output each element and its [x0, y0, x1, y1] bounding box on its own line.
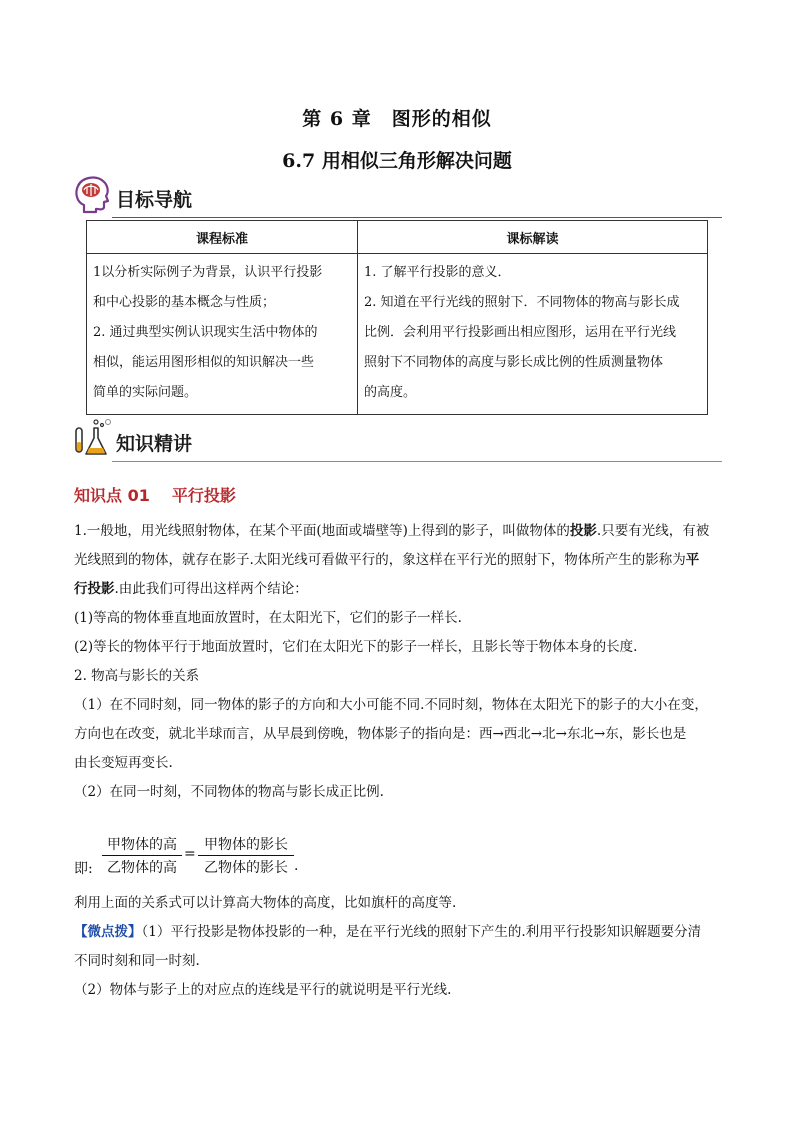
knowledge-point-heading: [74, 483, 236, 506]
formula-right-fraction: [198, 834, 294, 877]
standard-line: 简单的实际问题。: [93, 385, 198, 400]
lab-flask-icon: [70, 416, 114, 460]
goals-banner-label: 目标导航: [116, 189, 193, 211]
text-line: 不同时刻和同一时刻.: [74, 953, 200, 969]
section-title: 6.7 用相似三角形解决问题: [282, 150, 512, 172]
formula-left-numerator: 甲物体的高: [102, 834, 182, 856]
term-projection: 投影: [569, 523, 597, 539]
interpretation-line: 2. 知道在平行光线的照射下．不同物体的物高与影长成: [364, 295, 680, 310]
text-line: 方向也在改变，就北半球而言，从早晨到傍晚，物体影子的指向是：西→西北→北→东北→东，影长也是: [74, 726, 687, 742]
text: 1.一般地，用光线照射物体，在某个平面(地面或墙壁等)上得到的影子，叫做物体的: [74, 523, 570, 539]
term-parallel-projection: 平: [685, 552, 700, 568]
text: .由此我们可得出这样两个结论：: [114, 581, 308, 597]
interpretation-line: 比例．会利用平行投影画出相应图形，运用在平行光线: [364, 325, 677, 340]
goals-banner: [68, 172, 722, 220]
knowledge-divider: [112, 461, 722, 462]
tip-line: [74, 918, 722, 947]
table-header-interpretation: 课标解读: [358, 221, 708, 254]
knowledge-point-title: 平行投影: [171, 486, 236, 505]
table-header-standard: 课程标准: [87, 221, 358, 254]
formula-right-numerator: 甲物体的影长: [198, 834, 294, 856]
text: 光线照到的物体，就存在影子.太阳光线可看做平行的，象这样在平行光的照射下，物体所产生的影称为: [74, 552, 686, 568]
standard-line: 相似，能运用图形相似的知识解决一些: [93, 355, 315, 370]
goals-divider: [112, 217, 722, 218]
text: .只要有光线，有被: [596, 523, 710, 539]
text-line: （2）物体与影子上的对应点的连线是平行的就说明是平行光线.: [74, 982, 452, 998]
standard-line: 1以分析实际例子为背景，认识平行投影: [93, 265, 323, 280]
text-line: 由长变短再变长.: [74, 755, 173, 771]
knowledge-banner: [68, 416, 722, 464]
text-line: 利用上面的关系式可以计算高大物体的高度，比如旗杆的高度等.: [74, 895, 457, 911]
standard-line: 和中心投影的基本概念与性质；: [93, 295, 276, 310]
interpretation-line: 1. 了解平行投影的意义．: [364, 265, 511, 280]
text-line: [74, 546, 722, 575]
formula-left-denominator: 乙物体的高: [107, 860, 177, 876]
conclusion-2: (2)等长的物体平行于地面放置时，它们在太阳光下的影子一样长，且影长等于物体本身的长度.: [74, 639, 638, 655]
conclusion-1: (1)等高的物体垂直地面放置时，在太阳光下，它们的影子一样长.: [74, 610, 462, 626]
paragraph-2: [74, 889, 722, 1005]
formula-prefix: 即:: [74, 861, 93, 877]
knowledge-banner-label: 知识精讲: [116, 433, 193, 455]
formula-period: .: [294, 858, 299, 874]
standard-line: 2. 通过典型实例认识现实生活中物体的: [93, 325, 318, 340]
formula-left-fraction: [102, 834, 182, 877]
interpretation-cell: [358, 254, 708, 415]
text: （1）平行投影是物体投影的一种，是在平行光线的照射下产生的.利用平行投影知识解题要分清: [141, 924, 702, 940]
goals-table: [86, 220, 708, 415]
standard-cell: [87, 254, 358, 415]
term-parallel-projection: 行投影: [74, 581, 115, 597]
text-line: （1）在不同时刻，同一物体的影子的方向和大小可能不同.不同时刻，物体在太阳光下的影子的大小在变，: [74, 697, 708, 713]
table-header-row: [87, 221, 708, 254]
text-line: （2）在同一时刻，不同物体的物高与影长成正比例.: [74, 784, 384, 800]
formula-right-denominator: 乙物体的影长: [204, 860, 288, 876]
interpretation-line: 的高度。: [364, 385, 417, 400]
paragraph-1: [74, 517, 722, 807]
text-line: [74, 517, 722, 546]
text-line: [74, 575, 722, 604]
formula-equals: =: [184, 846, 196, 862]
interpretation-line: 照射下不同物体的高度与影长成比例的性质测量物体: [364, 355, 664, 370]
brain-head-icon: [70, 172, 114, 216]
chapter-title: 第 6 章 图形的相似: [302, 108, 492, 130]
table-row: [87, 254, 708, 415]
subsection-heading: 2. 物高与影长的关系: [74, 668, 200, 684]
tip-label: 【微点拨】: [74, 924, 142, 940]
knowledge-point-number: 知识点 01: [74, 486, 150, 505]
ratio-formula: [74, 834, 374, 880]
